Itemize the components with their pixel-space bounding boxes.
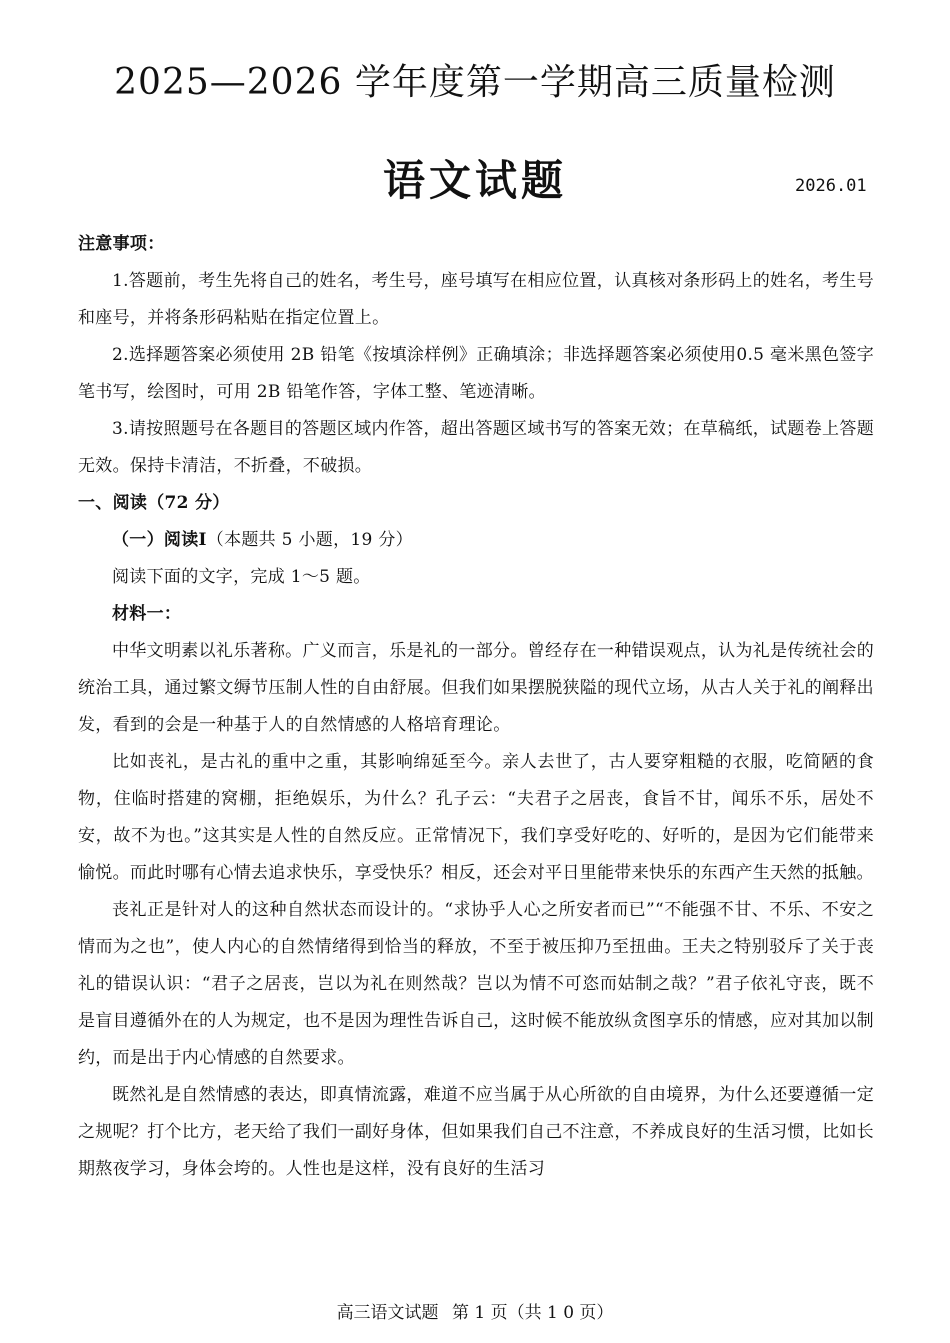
passage-paragraph: 中华文明素以礼乐著称。广义而言，乐是礼的一部分。曾经存在一种错误观点，认为礼是传统社会的统治工具，通过繁文缛节压制人性的自由舒展。但我们如果摆脱狭隘的现代立场，从古人关于礼的阐释出发，看到的会是一种基于人的自然情感的人格培育理论。: [78, 641, 874, 735]
subsection-desc: （本题共 5 小题，19 分）: [206, 530, 413, 550]
passage-paragraph: 比如丧礼，是古礼的重中之重，其影响绵延至今。亲人去世了，古人要穿粗糙的衣服，吃简陋的食物，住临时搭建的窝棚，拒绝娱乐，为什么？孔子云：“夫君子之居丧，食旨不甘，闻乐不乐，居处不安，故不为也。”这其实是人性的自然反应。正常情况下，我们享受好吃的、好听的，是因为它们能带来愉悦。而此时哪有心情去追求快乐，享受快乐？相反，还会对平日里能带来快乐的东西产生天然的抵触。: [78, 752, 874, 883]
footer-subject: 高三语文试题: [336, 1303, 439, 1323]
page-footer: [0, 1298, 950, 1323]
subject-title: 语文试题: [382, 156, 567, 205]
notice-item-1: 1.答题前，考生先将自己的姓名，考生号，座号填写在相应位置，认真核对条形码上的姓名，考生号和座号，并将条形码粘贴在指定位置上。: [78, 271, 874, 328]
subsection-heading: [78, 522, 874, 559]
subsection-label: （一）阅读Ⅰ: [112, 530, 207, 550]
section-title: 一、阅读（72 分）: [78, 493, 230, 513]
notice-heading: 注意事项：: [78, 234, 165, 254]
notice-item-3: 3.请按照题号在各题目的答题区域内作答，超出答题区域书写的答案无效；在草稿纸，试题卷上答题无效。保持卡清洁，不折叠，不破损。: [78, 419, 874, 476]
footer-page-number: 第 1 页（共 1 0 页）: [451, 1303, 614, 1323]
material-label: 材料一：: [112, 604, 182, 624]
passage-paragraph: 既然礼是自然情感的表达，即真情流露，难道不应当属于从心所欲的自由境界，为什么还要遵循一定之规呢？打个比方，老天给了我们一副好身体，但如果我们自己不注意，不养成良好的生活习惯，比如长期熬夜学习，身体会垮的。人性也是这样，没有良好的生活习: [78, 1085, 874, 1179]
notice-item-2: 2.选择题答案必须使用 2B 铅笔《按填涂样例》正确填涂；非选择题答案必须使用0.5 毫米黑色签字笔书写，绘图时，可用 2B 铅笔作答，字体工整、笔迹清晰。: [78, 345, 874, 402]
exam-date: 2026.01: [795, 176, 867, 196]
passage-paragraph: 丧礼正是针对人的这种自然状态而设计的。“求协乎人心之所安者而已”“不能强不甘、不乐、不安之情而为之也”，使人内心的自然情绪得到恰当的释放，不至于被压抑乃至扭曲。王夫之特别驳斥了关于丧礼的错误认识：“君子之居丧，岂以为礼在则然哉？岂以为情不可恣而姑制之哉？”君子依礼守丧，既不是盲目遵循外在的人为规定，也不是因为理性告诉自己，这时候不能放纵贪图享乐的情感，应对其加以制约，而是出于内心情感的自然要求。: [78, 900, 874, 1068]
exam-content: [78, 226, 874, 1188]
reading-instruction: 阅读下面的文字，完成 1～5 题。: [112, 567, 371, 587]
exam-title: 2025—2026 学年度第一学期高三质量检测: [114, 62, 836, 103]
